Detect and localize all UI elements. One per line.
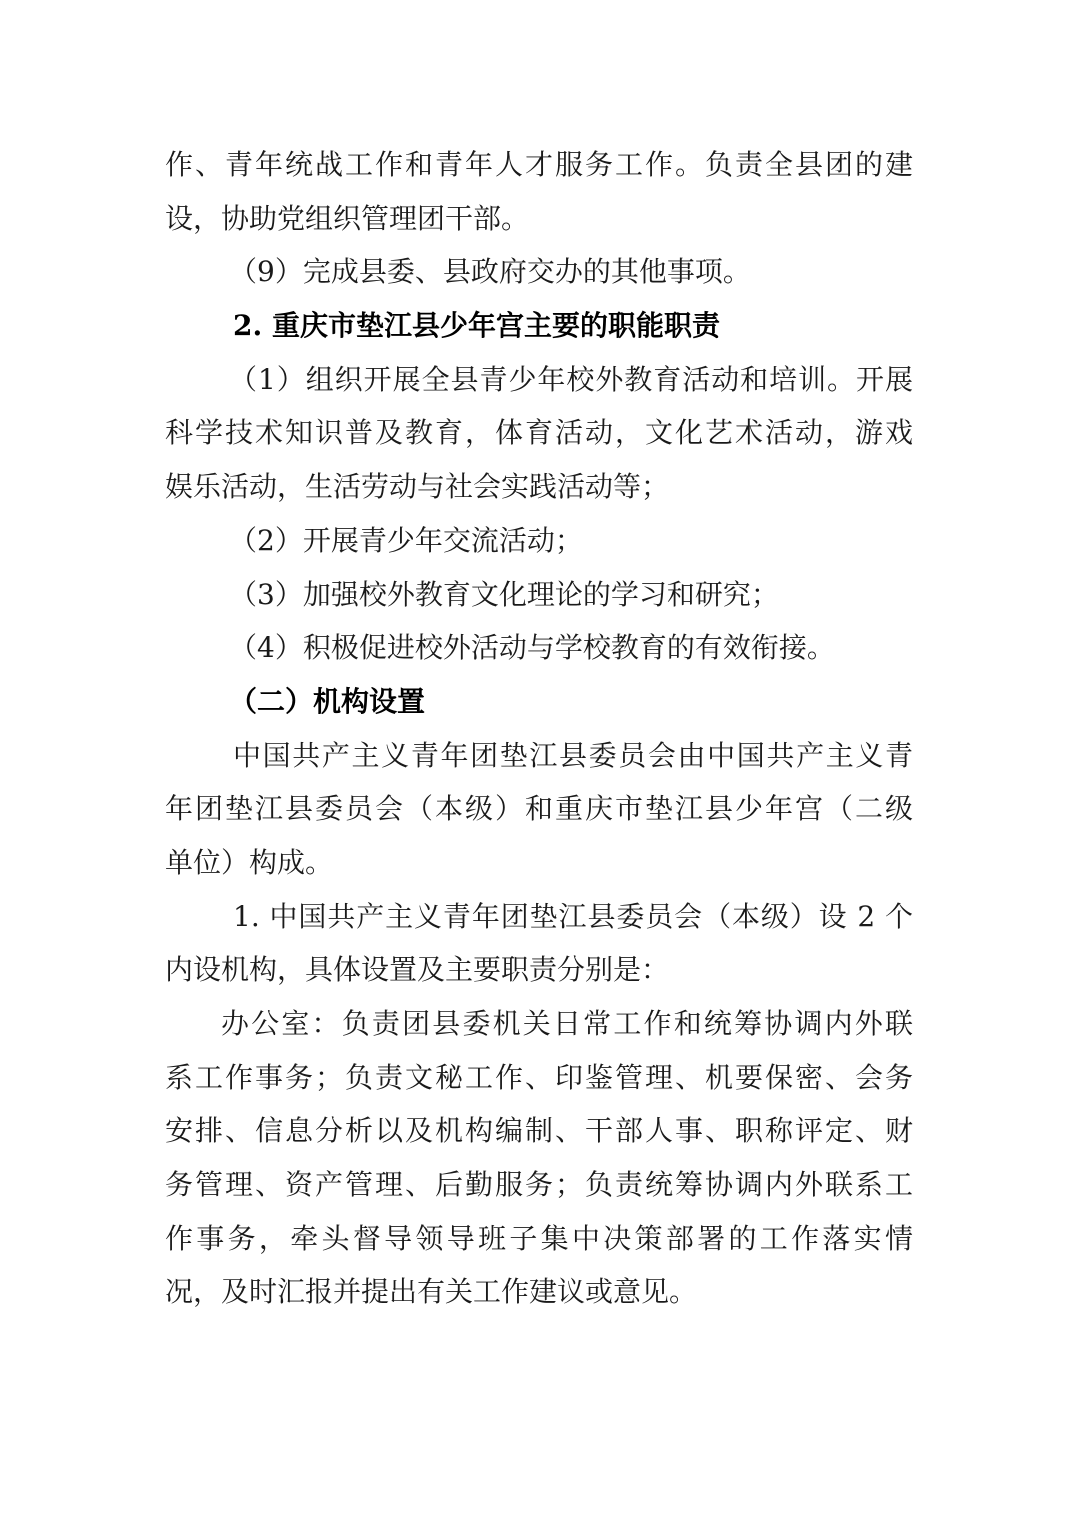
paragraph-line: 1. 中国共产主义青年团垫江县委员会（本级）设 2 个 [233, 899, 913, 933]
list-item: （4）积极促进校外活动与学校教育的有效衔接。 [229, 631, 835, 665]
list-item: （3）加强校外教育文化理论的学习和研究； [229, 577, 779, 611]
paragraph-line: 单位）构成。 [165, 845, 334, 879]
paragraph-line: 年团垫江县委员会（本级）和重庆市垫江县少年宫（二级 [165, 792, 913, 826]
paragraph-line: 科学技术知识普及教育，体育活动，文化艺术活动，游戏 [165, 416, 913, 450]
section-heading: 2. 重庆市垫江县少年宫主要的职能职责 [233, 309, 720, 343]
paragraph-line: 中国共产主义青年团垫江县委员会由中国共产主义青 [233, 738, 913, 772]
paragraph-line: 作、青年统战工作和青年人才服务工作。负责全县团的建 [165, 148, 913, 181]
paragraph-line: 作事务，牵头督导领导班子集中决策部署的工作落实情 [165, 1221, 913, 1255]
paragraph-line: 办公室：负责团县委机关日常工作和统筹协调内外联 [221, 1007, 913, 1040]
list-item: （2）开展青少年交流活动； [229, 523, 583, 557]
section-heading: （二）机构设置 [229, 684, 426, 718]
paragraph-line: 娱乐活动，生活劳动与社会实践活动等； [165, 470, 670, 504]
document-body [165, 138, 913, 1319]
paragraph-line: 安排、信息分析以及机构编制、干部人事、职称评定、财 [165, 1114, 913, 1148]
paragraph-line: 内设机构，具体设置及主要职责分别是： [165, 953, 670, 987]
list-item: （9）完成县委、县政府交办的其他事项。 [229, 255, 751, 289]
paragraph-line: 设，协助党组织管理团干部。 [165, 201, 530, 235]
paragraph-line: 况，及时汇报并提出有关工作建议或意见。 [165, 1275, 698, 1309]
list-item: （1）组织开展全县青少年校外教育活动和培训。开展 [229, 362, 913, 396]
paragraph-line: 系工作事务；负责文秘工作、印鉴管理、机要保密、会务 [165, 1060, 913, 1094]
paragraph-line: 务管理、资产管理、后勤服务；负责统筹协调内外联系工 [165, 1168, 913, 1202]
